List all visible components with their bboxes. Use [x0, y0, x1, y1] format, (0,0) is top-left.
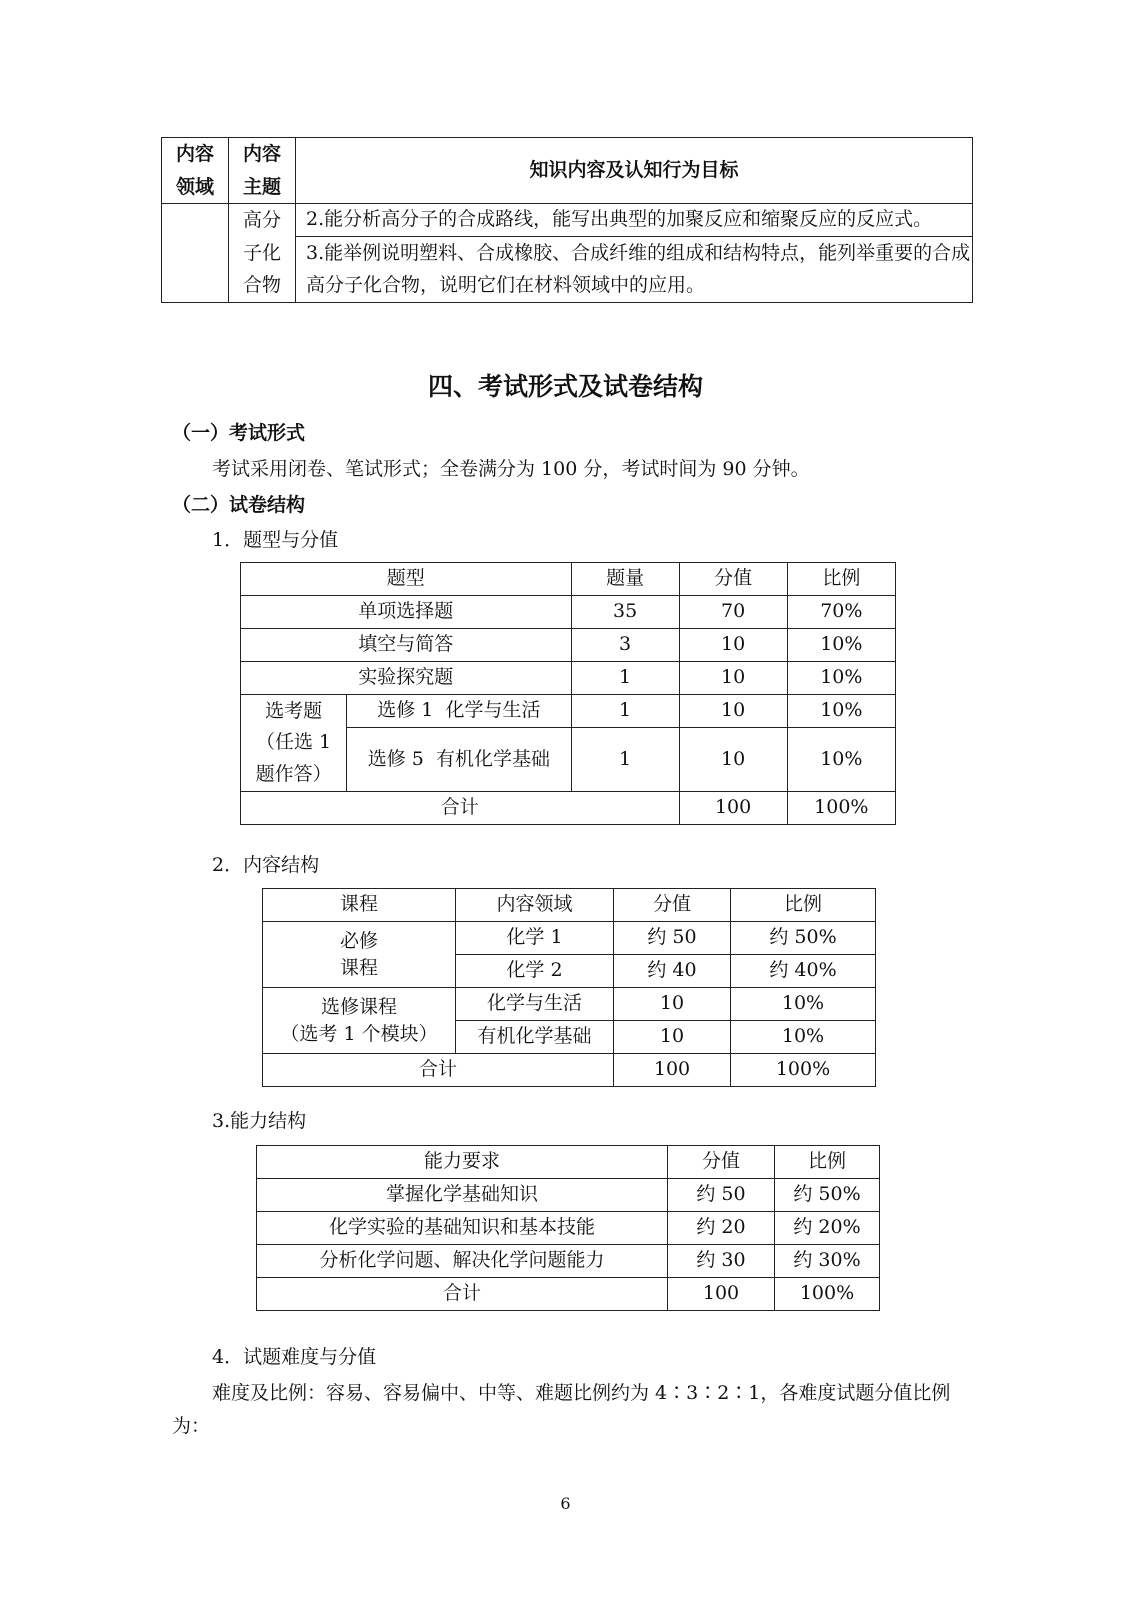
header-ratio: 比例	[731, 889, 876, 922]
domain-cell: 化学与生活	[456, 988, 614, 1021]
score-cell: 10	[614, 988, 731, 1021]
part1-title: 1．题型与分值	[212, 529, 339, 551]
goal-row: 3.能举例说明塑料、合成橡胶、合成纤维的组成和结构特点，能列举重要的合成高分子化合物，说明它们在材料领域中的应用。	[296, 237, 973, 303]
header-content-topic: 内容 主题	[229, 138, 296, 204]
difficulty-text: 难度及比例：容易、容易偏中、中等、难题比例约为 4∶3∶2∶1，各难度试题分值比例为：	[172, 1382, 951, 1438]
ratio-cell: 10%	[787, 629, 895, 662]
page-number: 6	[560, 1494, 571, 1513]
requirement-cell: 化学实验的基础知识和基本技能	[257, 1212, 668, 1245]
count-cell: 1	[571, 695, 679, 728]
ratio-cell: 10%	[731, 988, 876, 1021]
total-score: 100	[668, 1278, 775, 1311]
header-count: 题量	[571, 563, 679, 596]
elective-label: 选考题 （任选 1 题作答）	[241, 695, 347, 792]
requirement-cell: 掌握化学基础知识	[257, 1179, 668, 1212]
domain-cell: 化学 1	[456, 922, 614, 955]
total-label: 合计	[241, 792, 680, 825]
ratio-cell: 约 30%	[775, 1245, 880, 1278]
header-content-domain: 内容 领域	[162, 138, 229, 204]
header-score: 分值	[679, 563, 787, 596]
type-cell: 选修 1 化学与生活	[347, 695, 571, 728]
goal-row: 2.能分析高分子的合成路线，能写出典型的加聚反应和缩聚反应的反应式。	[296, 204, 973, 237]
count-cell: 1	[571, 662, 679, 695]
count-cell: 35	[571, 596, 679, 629]
header-requirement: 能力要求	[257, 1146, 668, 1179]
score-cell: 约 30	[668, 1245, 775, 1278]
header-type: 题型	[241, 563, 572, 596]
header-ratio: 比例	[787, 563, 895, 596]
total-label: 合计	[263, 1054, 614, 1087]
type-cell: 单项选择题	[241, 596, 572, 629]
section-title: 四、考试形式及试卷结构	[427, 372, 703, 401]
header-course: 课程	[263, 889, 456, 922]
score-cell: 10	[679, 662, 787, 695]
ratio-cell: 10%	[731, 1021, 876, 1054]
knowledge-table	[161, 137, 973, 303]
part2-title: 2．内容结构	[212, 854, 320, 876]
part4-title: 4．试题难度与分值	[212, 1346, 377, 1368]
header-ratio: 比例	[775, 1146, 880, 1179]
ability-structure-table	[256, 1145, 880, 1311]
type-cell: 实验探究题	[241, 662, 572, 695]
ratio-cell: 约 50%	[731, 922, 876, 955]
ratio-cell: 10%	[787, 728, 895, 792]
content-structure-table	[262, 888, 876, 1087]
subsection-title-paper-structure: （二）试卷结构	[172, 494, 306, 516]
requirement-cell: 分析化学问题、解决化学问题能力	[257, 1245, 668, 1278]
total-label: 合计	[257, 1278, 668, 1311]
score-cell: 70	[679, 596, 787, 629]
count-cell: 1	[571, 728, 679, 792]
domain-cell-empty	[162, 204, 229, 303]
ratio-cell: 70%	[787, 596, 895, 629]
exam-form-text: 考试采用闭卷、笔试形式；全卷满分为 100 分，考试时间为 90 分钟。	[212, 458, 810, 480]
topic-cell: 高分 子化 合物	[229, 204, 296, 303]
ratio-cell: 10%	[787, 662, 895, 695]
score-cell: 10	[614, 1021, 731, 1054]
required-course-label: 必修 课程	[263, 922, 456, 988]
score-cell: 约 20	[668, 1212, 775, 1245]
score-cell: 10	[679, 629, 787, 662]
elective-course-label: 选修课程 （选考 1 个模块）	[263, 988, 456, 1054]
ratio-cell: 约 40%	[731, 955, 876, 988]
ratio-cell: 约 50%	[775, 1179, 880, 1212]
domain-cell: 化学 2	[456, 955, 614, 988]
score-cell: 约 50	[668, 1179, 775, 1212]
type-cell: 填空与简答	[241, 629, 572, 662]
total-ratio: 100%	[787, 792, 895, 825]
score-cell: 10	[679, 695, 787, 728]
score-cell: 约 40	[614, 955, 731, 988]
header-domain: 内容领域	[456, 889, 614, 922]
domain-cell: 有机化学基础	[456, 1021, 614, 1054]
header-score: 分值	[668, 1146, 775, 1179]
score-cell: 约 50	[614, 922, 731, 955]
total-score: 100	[614, 1054, 731, 1087]
total-score: 100	[679, 792, 787, 825]
ratio-cell: 约 20%	[775, 1212, 880, 1245]
header-score: 分值	[614, 889, 731, 922]
ratio-cell: 10%	[787, 695, 895, 728]
count-cell: 3	[571, 629, 679, 662]
question-type-table	[240, 562, 896, 825]
type-cell: 选修 5 有机化学基础	[347, 728, 571, 792]
header-knowledge-goals: 知识内容及认知行为目标	[296, 138, 973, 204]
total-ratio: 100%	[731, 1054, 876, 1087]
total-ratio: 100%	[775, 1278, 880, 1311]
subsection-title-exam-form: （一）考试形式	[172, 422, 306, 444]
score-cell: 10	[679, 728, 787, 792]
part3-title: 3.能力结构	[212, 1110, 307, 1132]
